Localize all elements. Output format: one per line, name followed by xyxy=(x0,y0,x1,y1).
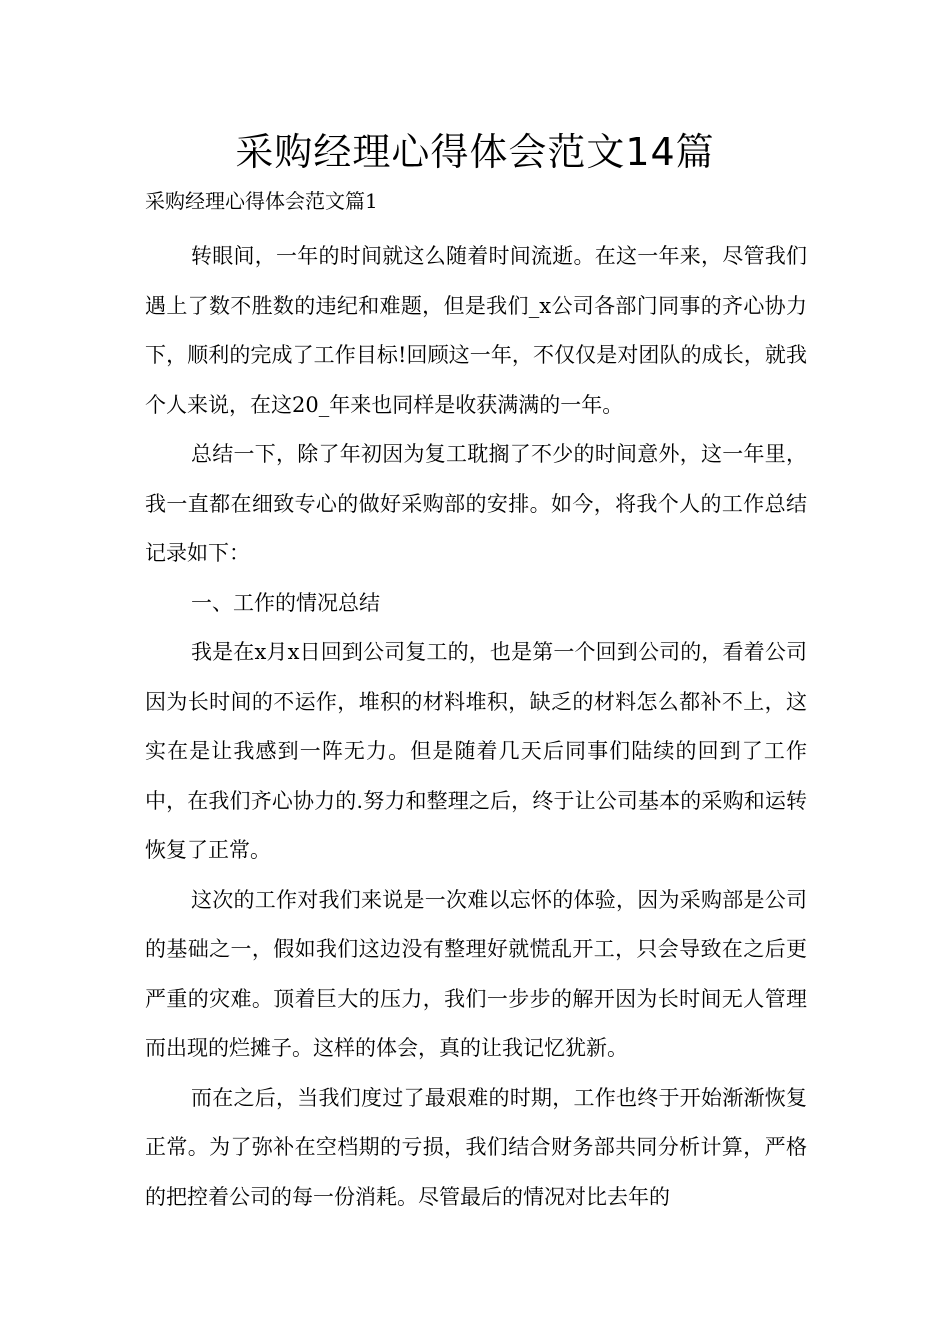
paragraph: 我是在x月x日回到公司复工的，也是第一个回到公司的，看着公司因为长时间的不运作，堆积的材料堆积，缺乏的材料怎么都补不上，这实在是让我感到一阵无力。但是随着几天后同事们陆续的回到了工作中，在我们齐心协力的.努力和整理之后，终于让公司基本的采购和运转恢复了正常。 xyxy=(145,640,807,862)
paragraph: 转眼间，一年的时间就这么随着时间流逝。在这一年来，尽管我们遇上了数不胜数的违纪和难题，但是我们_x公司各部门同事的齐心协力下，顺利的完成了工作目标!回顾这一年，不仅仅是对团队的成长，就我个人来说，在这20_年来也同样是收获满满的一年。 xyxy=(145,244,807,417)
document-title: 采购经理心得体会范文14篇 xyxy=(235,130,715,174)
paragraph: 这次的工作对我们来说是一次难以忘怀的体验，因为采购部是公司的基础之一，假如我们这边没有整理好就慌乱开工，只会导致在之后更严重的灾难。顶着巨大的压力，我们一步步的解开因为长时间无人管理而出现的烂摊子。这样的体会，真的让我记忆犹新。 xyxy=(145,887,807,1060)
document-body xyxy=(145,232,807,1222)
paragraph: 而在之后，当我们度过了最艰难的时期，工作也终于开始渐渐恢复正常。为了弥补在空档期的亏损，我们结合财务部共同分析计算，严格的把控着公司的每一份消耗。尽管最后的情况对比去年的 xyxy=(145,1085,807,1209)
section-subtitle: 采购经理心得体会范文篇1 xyxy=(145,189,378,213)
section-heading: 一、工作的情况总结 xyxy=(191,590,380,615)
paragraph: 总结一下，除了年初因为复工耽搁了不少的时间意外，这一年里，我一直都在细致专心的做好采购部的安排。如今，将我个人的工作总结记录如下： xyxy=(145,442,807,565)
